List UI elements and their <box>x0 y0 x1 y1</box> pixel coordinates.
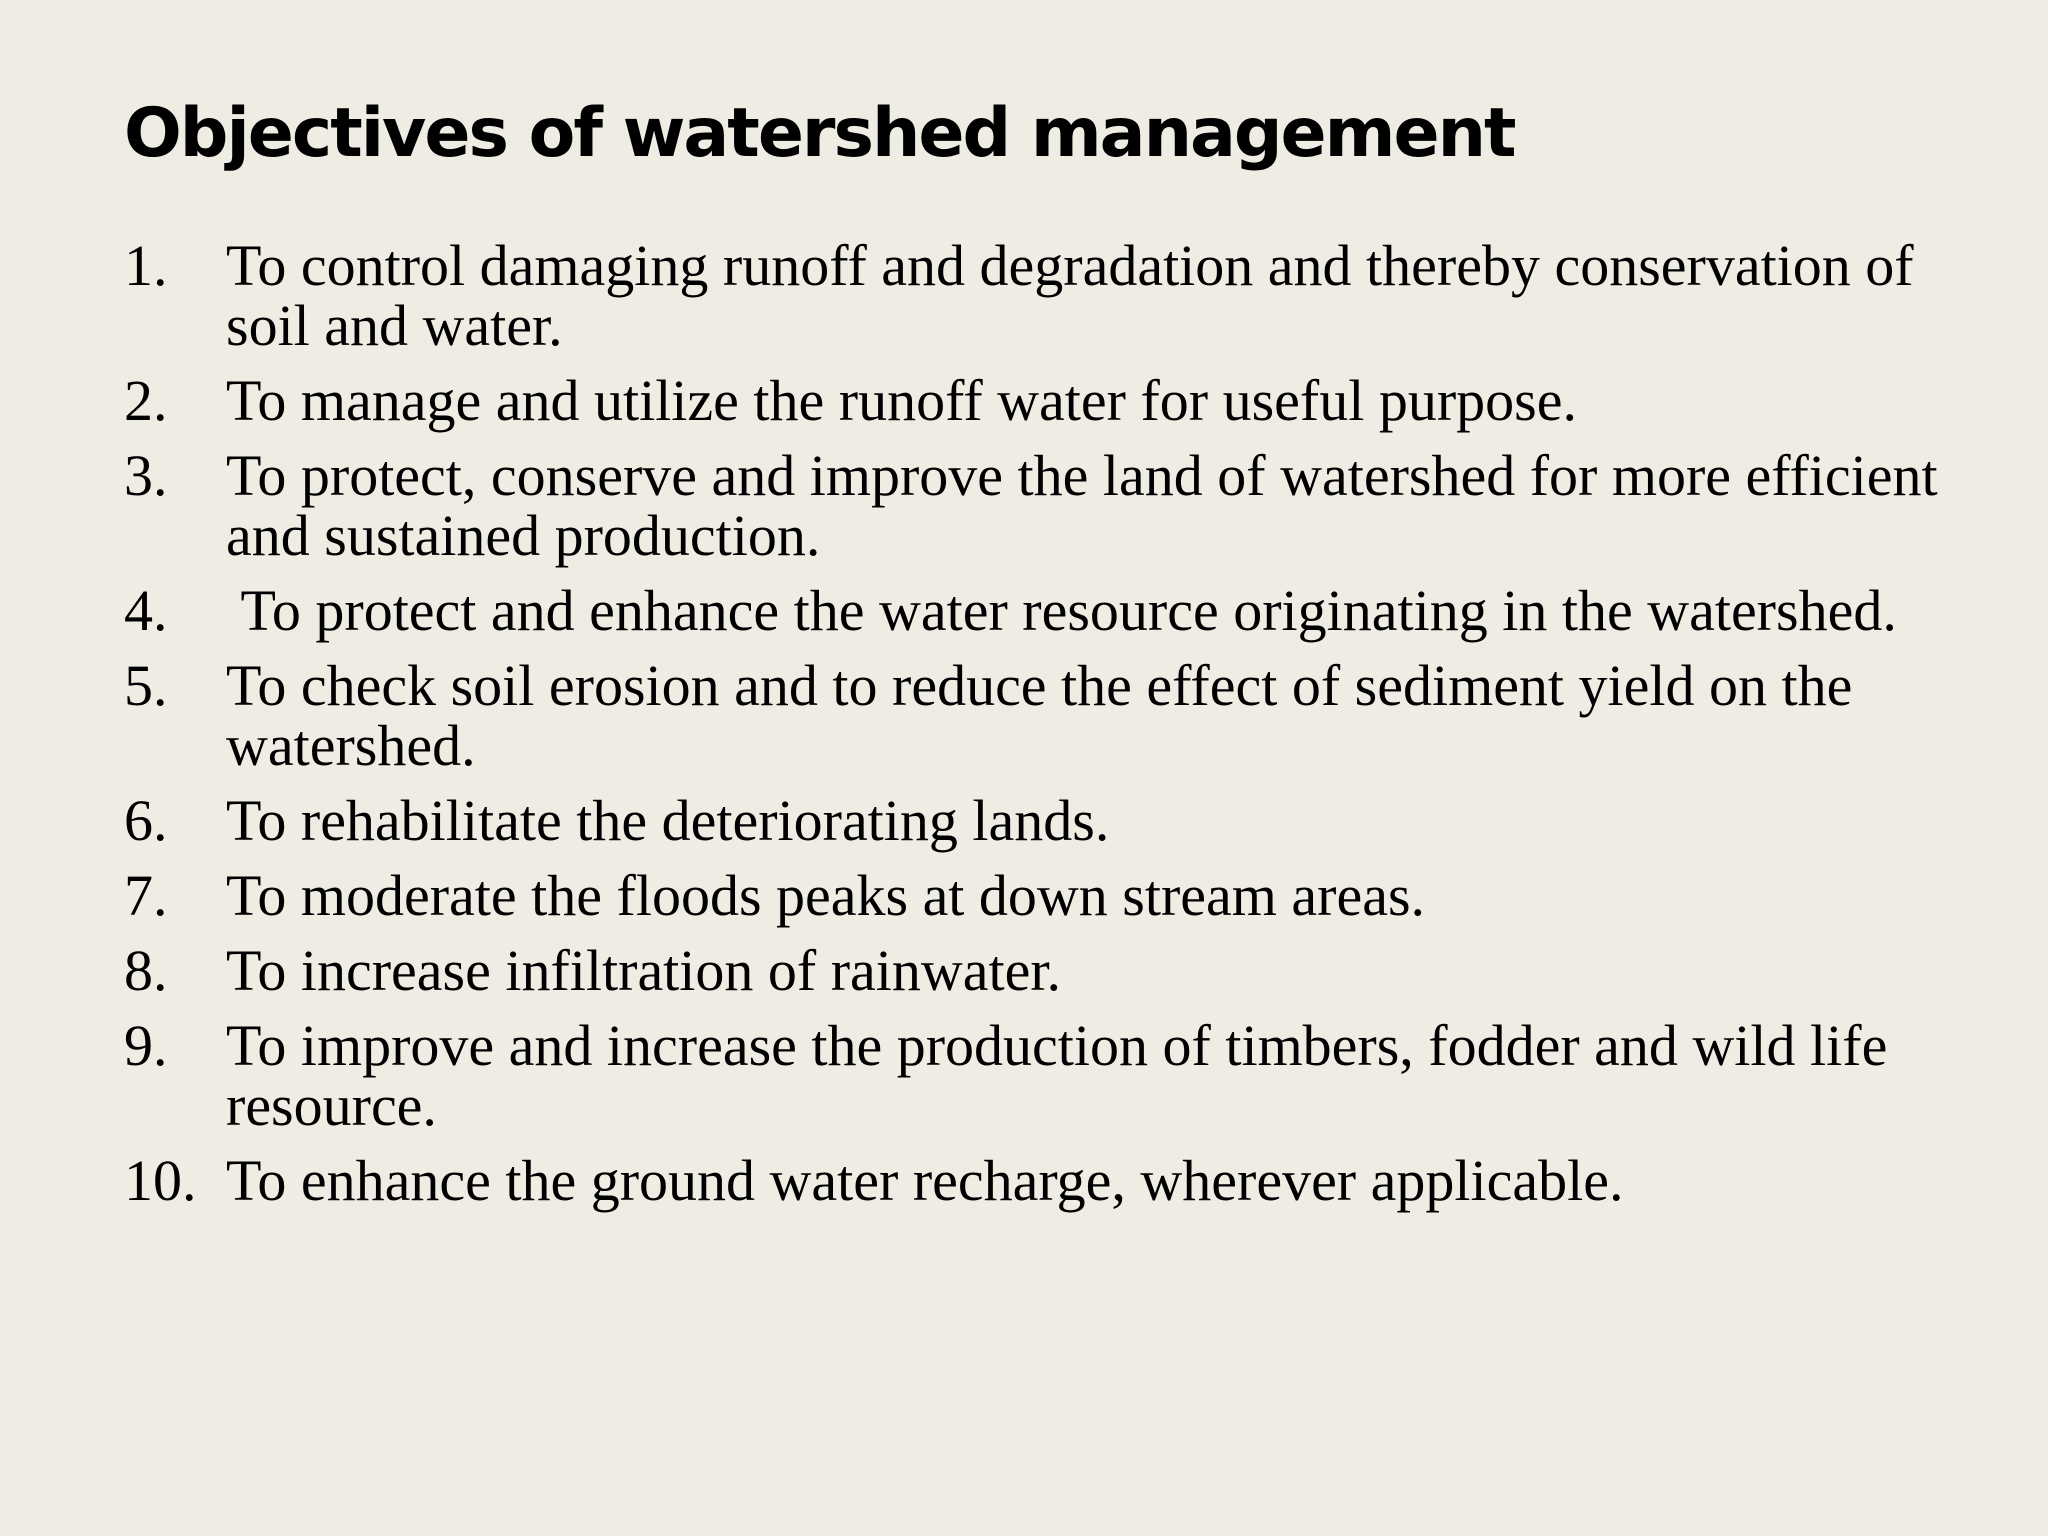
item-number: 9. <box>124 1013 168 1078</box>
item-number: 8. <box>124 938 168 1003</box>
item-number: 1. <box>124 233 168 298</box>
item-number: 3. <box>124 443 168 508</box>
item-number: 4. <box>124 578 168 643</box>
slide-title: Objectives of watershed management <box>124 94 1515 173</box>
list-item <box>124 863 1954 928</box>
item-number: 7. <box>124 863 168 928</box>
list-item <box>124 578 1954 643</box>
objectives-list <box>124 233 1954 1226</box>
list-item <box>124 653 1954 778</box>
list-item <box>124 443 1954 568</box>
list-item <box>124 1013 1954 1138</box>
item-text: To improve and increase the production of timbers, fodder and wild life resource. <box>226 1013 1902 1138</box>
item-text: To moderate the floods peaks at down stream areas. <box>226 863 1426 928</box>
item-number: 2. <box>124 368 168 433</box>
item-text: To control damaging runoff and degradation and thereby conservation of soil and water. <box>226 233 1929 358</box>
item-number: 10. <box>124 1148 197 1213</box>
list-item <box>124 788 1954 853</box>
item-text: To enhance the ground water recharge, wherever applicable. <box>226 1148 1624 1213</box>
item-text: To check soil erosion and to reduce the effect of sediment yield on the watershed. <box>226 653 1867 778</box>
list-item <box>124 1148 1954 1213</box>
item-text: To protect and enhance the water resource originating in the watershed. <box>226 578 1897 643</box>
item-text: To increase infiltration of rainwater. <box>226 938 1061 1003</box>
item-number: 5. <box>124 653 168 718</box>
item-text: To rehabilitate the deteriorating lands. <box>226 788 1110 853</box>
item-text: To protect, conserve and improve the land of watershed for more efficient and sustained production. <box>226 443 1953 568</box>
item-number: 6. <box>124 788 168 853</box>
list-item <box>124 938 1954 1003</box>
list-item <box>124 368 1954 433</box>
item-text: To manage and utilize the runoff water for useful purpose. <box>226 368 1577 433</box>
list-item <box>124 233 1954 358</box>
